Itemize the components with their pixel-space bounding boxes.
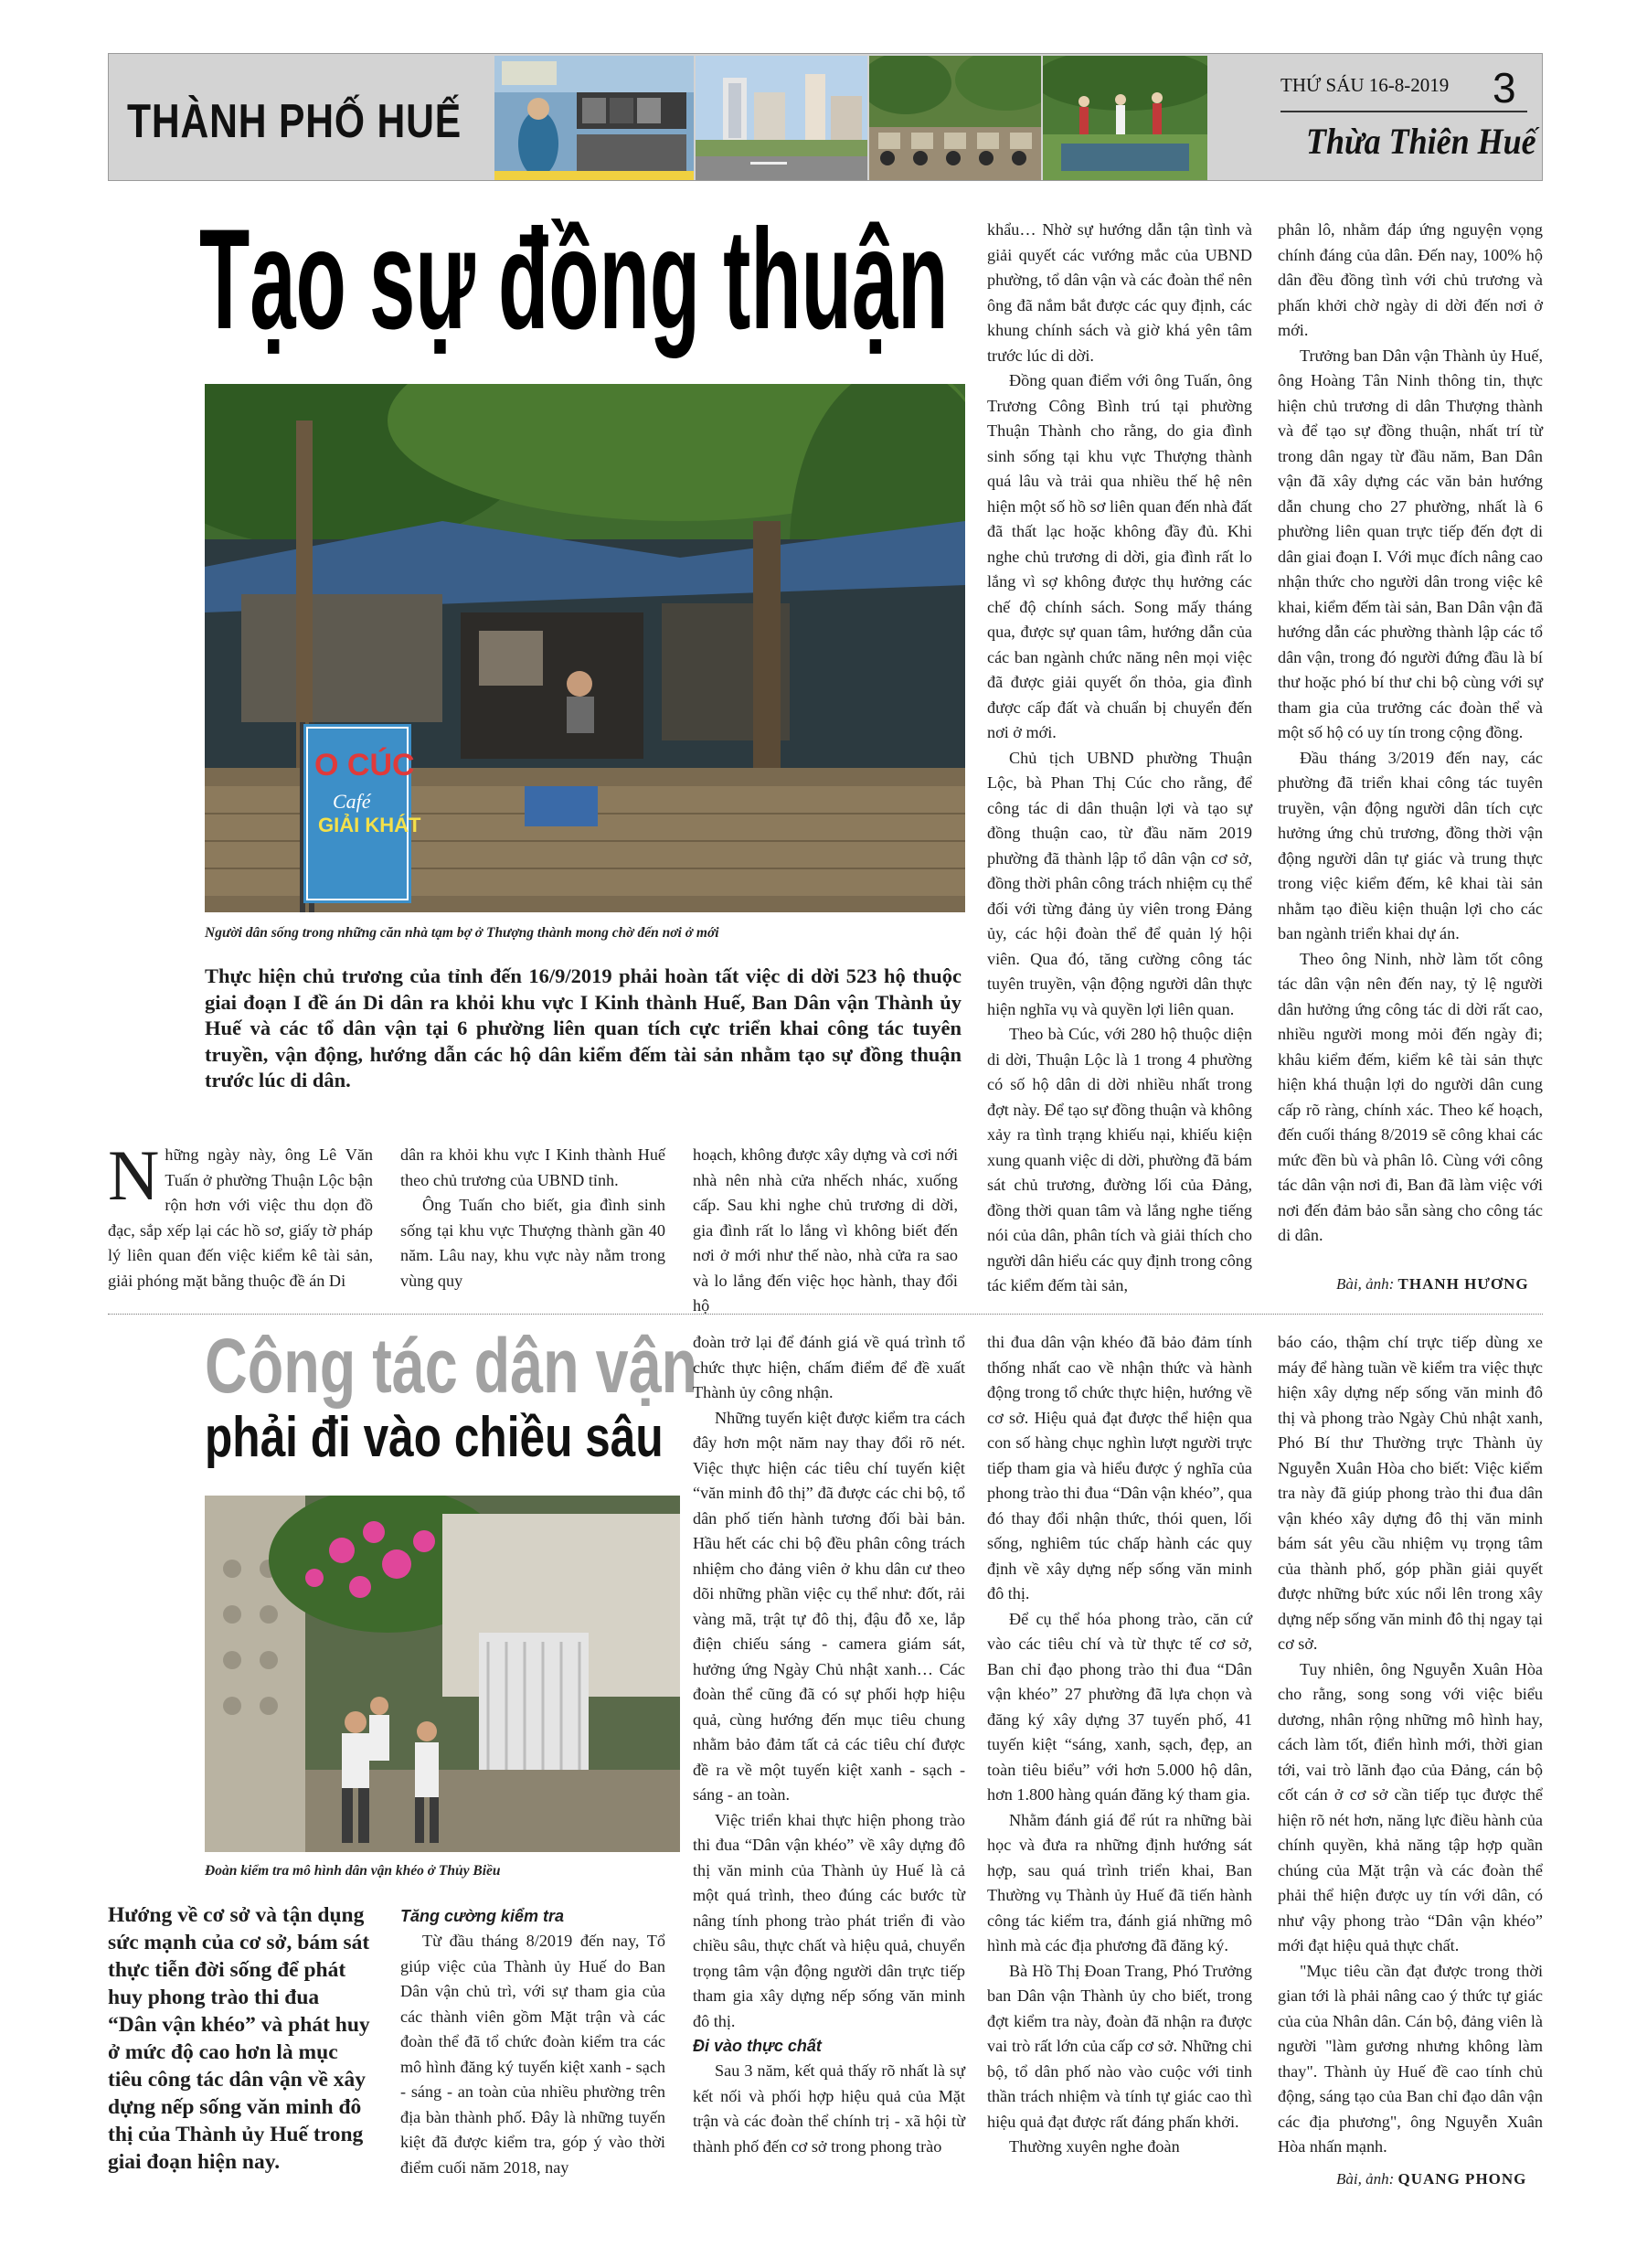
section-name: THÀNH PHỐ HUẾ	[127, 95, 462, 148]
article2-body-col5	[1278, 1330, 1543, 2160]
article1-body-col1	[108, 1135, 373, 1294]
byline-prefix: Bài, ảnh:	[1336, 2170, 1395, 2188]
article2-paragraph: Những tuyến kiệt được kiểm tra cách đây hơn một năm nay thay đổi rõ nét. Việc thực hiện các tiêu chí tuyến kiệt “văn minh đô thị” đã được các chi bộ, tổ dân phố tiến hành tương đối bài bản. Hầu hết các chi bộ đều phân công trách nhiệm cho đảng viên ở khu dân cư theo dõi những phần việc cụ thể như: đốt, rải vàng mã, trật tự đô thị, đậu đỗ xe, lắp điện chiếu sáng - camera giám sát, hưởng ứng Ngày Chủ nhật xanh… Các đoàn thể cũng đã có sự phối hợp hiệu quả, cùng hướng đến mục tiêu chung nhằm bảo đảm tất cả các tiêu chí được đề ra về một tuyến kiệt xanh - sạch - sáng - an toàn.	[693, 1408, 965, 1804]
article2-paragraph: Thường xuyên nghe đoàn	[1009, 2137, 1180, 2156]
header-image-garden	[1043, 56, 1207, 180]
article2-paragraph: Việc triển khai thực hiện phong trào thi đua “Dân vận khéo” về xây dựng đô thị văn minh của Thành ủy Huế là cả một quá trình, theo đúng các bước từ nâng tính phong trào phát triển đi vào chiều sâu, thực chất và hiệu quả, chuyển trọng tâm vận động người dân trực tiếp tham gia xây dựng nếp sống văn minh đô thị.	[693, 1810, 965, 2030]
article2-photo	[205, 1496, 680, 1852]
page-header	[108, 53, 1543, 181]
article1-title: Tạo sự đồng thuận	[199, 200, 949, 359]
article1-paragraph: Theo ông Ninh, nhờ làm tốt công tác dân vận nên đến nay, tỷ lệ người dân hưởng ứng công tác di dời rất cao, nhiều người mong mỏi đến ngày đi; khâu kiểm đếm, kiểm kê tài sản thực hiện khá thuận lợi do người dân cung cấp rõ ràng, chính xác. Theo kế hoạch, đến cuối tháng 8/2019 sẽ công khai các mức đền bù và phân lô. Cùng với công tác dân vận nơi đi, Ban đã làm việc với nơi đến đảm bảo sẵn sàng cho công tác di dân.	[1278, 949, 1543, 1244]
article1-body-first: hững ngày này, ông Lê Văn Tuấn ở phường Thuận Lộc bận rộn hơn với việc thu dọn đồ đạc, sắp xếp lại các hồ sơ, giấy tờ pháp lý liên quan đến việc kiểm kê tài sản, giải phóng mặt bằng thuộc đề án Di	[108, 1145, 373, 1290]
article2-body-col4	[987, 1330, 1252, 2160]
article1-paragraph: Chủ tịch UBND phường Thuận Lộc, bà Phan Thị Cúc cho rằng, để công tác di dân thuận lợi và tạo sự đồng thuận cao, từ đầu năm 2019 phường đã thành lập tổ dân vận cơ sở, đồng thời phân công trách nhiệm cụ thể đối với từng đảng ủy viên trong Đảng ủy, các hội đoàn thể để quản lý hội viên. Qua đó, tăng cường công tác tuyên truyền, vận động người dân thực hiện nghĩa vụ và quyền lợi liên quan.	[987, 748, 1252, 1018]
article1-body-col2	[400, 1143, 665, 1294]
article2-subhead-1: Tăng cường kiểm tra	[400, 1907, 564, 1925]
article2-paragraph: báo cáo, thậm chí trực tiếp dùng xe máy để hàng tuần về kiểm tra việc thực hiện xây dựng nếp sống văn minh đô thị và phong trào Ngày Chủ nhật xanh, Phó Bí thư Thường trực Thành ủy Nguyễn Xuân Hòa cho biết: Việc kiểm tra này đã giúp phong trào thi đua dân vận khéo xây dựng đô thị văn minh bám sát yêu cầu nhiệm vụ trọng tâm của thành phố, góp phần giải quyết được những bức xúc nổi lên trong xây dựng nếp sống văn minh đô thị ngay tại cơ sở.	[1278, 1333, 1543, 1653]
article-separator	[108, 1314, 1543, 1315]
article1-photo-caption: Người dân sống trong những căn nhà tạm bợ ở Thượng thành mong chờ đến nơi ở mới	[205, 925, 719, 941]
article1-byline	[1336, 1275, 1529, 1294]
article1-body-col5	[1278, 218, 1543, 1249]
header-divider	[1280, 111, 1527, 112]
article1-paragraph: khẩu… Nhờ sự hướng dẫn tận tình và giải quyết các vướng mắc của UBND phường, tổ dân vận và các đoàn thể nên ông đã nắm bắt được các quy định, các khung chính sách và giờ khá yên tâm trước lúc di dời.	[987, 220, 1252, 365]
article2-lead: Hướng về cơ sở và tận dụng sức mạnh của cơ sở, bám sát thực tiễn đời sống để phát huy phong trào thi đua “Dân vận khéo” và phát huy ở mức độ cao hơn là mục tiêu công tác dân vận về xây dựng nếp sống văn minh đô thị của Thành ủy Huế trong giai đoạn hiện nay.	[108, 1903, 370, 2174]
article2-paragraph: Từ đầu tháng 8/2019 đến nay, Tổ giúp việc của Thành ủy Huế do Ban Dân vận chủ trì, với sự tham gia của các thành viên gồm Mặt trận và các đoàn thể đã tổ chức đoàn kiểm tra các mô hình đăng ký tuyến kiệt xanh - sạch - sáng - an toàn của nhiều phường trên địa bàn thành phố. Đây là những tuyến kiệt đã được kiểm tra, góp ý vào thời điểm cuối năm 2018, nay	[400, 1932, 665, 2177]
article1-paragraph: Đầu tháng 3/2019 đến nay, các phường đã triển khai công tác tuyên truyền, vận động người dân tích cực hưởng ứng chủ trương, đồng thời vận động người dân tự giác và trung thực trong việc kiểm đếm, kê khai tài sản nhằm tạo điều kiện thuận lợi cho các ban ngành triển khai dự án.	[1278, 748, 1543, 942]
article2-paragraph: Để cụ thể hóa phong trào, căn cứ vào các tiêu chí và từ thực tế cơ sở, Ban chỉ đạo phong trào thi đua “Dân vận khéo” 27 phường đã lựa chọn và đăng ký xây dựng 37 tuyến phố, 41 tuyến kiệt “sáng, xanh, sạch, đẹp, an toàn tiêu biểu” với hơn 5.000 hộ dân, hơn 1.800 hàng quán đăng ký tham gia.	[987, 1609, 1252, 1804]
article1-paragraph: phân lô, nhằm đáp ứng nguyện vọng chính đáng của dân. Đến nay, 100% hộ dân đều đồng tình với chủ trương và phấn khởi chờ ngày di dời đến nơi ở mới.	[1278, 220, 1543, 339]
article1-photo	[205, 384, 965, 912]
article1-dropcap: N	[108, 1135, 160, 1215]
article1-body-col3	[693, 1143, 958, 1319]
byline-prefix: Bài, ảnh:	[1336, 1275, 1395, 1293]
article1-paragraph: Trưởng ban Dân vận Thành ủy Huế, ông Hoàng Tân Ninh thông tin, thực hiện chủ trương di dân Thượng thành và để tạo sự đồng thuận, nhất trí từ trong dân ngay từ đầu năm, Ban Dân vận đã xây dựng các văn bản hướng dẫn chung cho 27 phường, nhất là 6 phường liên quan trực tiếp đến đợt di dân giai đoạn I. Với mục đích nâng cao nhận thức cho người dân trong việc kê khai, kiểm đếm tài sản, Ban Dân vận đã hướng dẫn các phường thành lập các tổ dân vận, trong đó người đứng đầu là bí thư hoặc phó bí thư chi bộ cùng với sự tham gia của trưởng các đoàn thể và một số hộ có uy tín trong cộng đồng.	[1278, 346, 1543, 741]
article2-photo-caption: Đoàn kiểm tra mô hình dân vận khéo ở Thủy Biều	[205, 1863, 501, 1879]
cafe-sign-line1: Café	[333, 790, 371, 813]
newspaper-name: Thừa Thiên Huế	[1306, 121, 1536, 162]
header-image-poster	[494, 56, 694, 180]
article2-subhead-2: Đi vào thực chất	[693, 2037, 822, 2055]
cafe-sign-line2: GIẢI KHÁT	[318, 814, 421, 836]
header-image-street	[696, 56, 867, 180]
article2-paragraph: Nhằm đánh giá để rút ra những bài học và đưa ra những định hướng sát hợp, sau quá trình triển khai, Ban Thường vụ Thành ủy Huế đã tiến hành công tác kiểm tra, đánh giá những mô hình mà các địa phương đã đăng ký.	[987, 1810, 1252, 1954]
byline-author: QUANG PHONG	[1397, 2170, 1527, 2188]
article2-paragraph: Bà Hồ Thị Đoan Trang, Phó Trưởng ban Dân vận Thành ủy cho biết, trong đợt kiểm tra này, đoàn đã nhận ra được vai trò rất lớn của cấp cơ sở. Những chi bộ, tổ dân phố nào vào cuộc với tinh thần trách nhiệm và tính tự giác cao thì hiệu quả đạt được rất đáng phấn khởi.	[987, 1961, 1252, 2131]
article2-body-col3	[693, 1330, 965, 2159]
article1-lead: Thực hiện chủ trương của tỉnh đến 16/9/2019 phải hoàn tất việc di dời 523 hộ thuộc giai đoạn I đề án Di dân ra khỏi khu vực I Kinh thành Huế, Ban Dân vận Thành ủy Huế và các tổ dân vận tại 6 phường liên quan tích cực triển khai công tác tuyên truyền, vận động, hướng dẫn các hộ dân kiểm đếm tài sản nhằm tạo sự đồng thuận trước lúc di dân.	[205, 964, 962, 1091]
article1-body-col4	[987, 218, 1252, 1299]
article2-paragraph: đoàn trở lại để đánh giá về quá trình tổ chức thực hiện, chấm điểm để đề xuất Thành ủy công nhận.	[693, 1333, 965, 1401]
article2-paragraph: thi đua dân vận khéo đã bảo đảm tính thống nhất cao về nhận thức và hành động trong tổ chức thực hiện, hướng về cơ sở. Hiệu quả đạt được thể hiện qua con số hàng chục nghìn lượt người trực tiếp tham gia và hiểu được ý nghĩa của phong trào thi đua “Dân vận khéo”, qua đó thay đổi nhận thức, thói quen, lối sống, nghiêm túc chấp hành các quy định về xây dựng nếp sống văn minh đô thị.	[987, 1333, 1252, 1603]
article2-body-col2	[400, 1904, 665, 2180]
page-number: 3	[1493, 64, 1516, 112]
article1-paragraph: dân ra khỏi khu vực I Kinh thành Huế theo chủ trương của UBND tỉnh.	[400, 1145, 665, 1189]
article2-byline	[1336, 2170, 1526, 2188]
issue-date: THỨ SÁU 16-8-2019	[1280, 74, 1450, 96]
header-image-cyclos	[869, 56, 1041, 180]
article2-paragraph: "Mục tiêu cần đạt được trong thời gian tới là phải nâng cao ý thức tự giác của của Nhân dân. Cán bộ, đảng viên là người "làm gương nhưng không làm thay". Thành ủy Huế đề cao tính chủ động, sáng tạo của Ban chỉ đạo dân vận các địa phương", ông Nguyễn Xuân Hòa nhấn mạnh.	[1278, 1961, 1543, 2156]
article1-paragraph: Ông Tuấn cho biết, gia đình sinh sống tại khu vực Thượng thành gần 40 năm. Lâu nay, khu vực này nằm trong vùng quy	[400, 1196, 665, 1290]
article2-paragraph: Sau 3 năm, kết quả thấy rõ nhất là sự kết nối và phối hợp hiệu quả của Mặt trận và các đoàn thể chính trị - xã hội từ thành phố đến cơ sở trong phong trào	[693, 2061, 965, 2156]
article1-paragraph: hoạch, không được xây dựng và cơi nới nhà nên nhà cửa nhếch nhác, xuống cấp. Sau khi nghe chủ trương di dời, gia đình rất lo lắng vì không biết đến nơi ở mới như thế nào, nhà cửa ra sao và lo lắng đến việc học hành, thay đổi hộ	[693, 1145, 958, 1315]
byline-author: THANH HƯƠNG	[1397, 1275, 1529, 1293]
cafe-sign-text: O CÚC	[314, 748, 415, 783]
article1-paragraph: Đồng quan điểm với ông Tuấn, ông Trương Công Bình trú tại phường Thuận Thành cho rằng, do gia đình sinh sống tại khu vực Thượng thành quá lâu và trải qua nhiều thế hệ nên hiện một số hồ sơ liên quan đến nhà đất đã thất lạc hoặc không đầy đủ. Khi nghe chủ trương di dời, gia đình rất lo lắng vì sợ không được thụ hưởng các chế độ chính sách. Song mấy tháng qua, được sự quan tâm, hướng dẫn của các ban ngành chức năng nên mọi việc đã được giải quyết ổn thỏa, gia đình được cấp đất và chuẩn bị chuyển đến nơi ở mới.	[987, 371, 1252, 741]
article2-title-line2: phải đi vào chiều sâu	[205, 1406, 664, 1469]
article2-paragraph: Tuy nhiên, ông Nguyễn Xuân Hòa cho rằng, song song với việc biểu dương, nhân rộng những mô hình hay, cách làm tốt, điển hình mới, thời gian tới, vai trò lãnh đạo của Đảng, cán bộ cốt cán ở cơ sở cần tiếp tục được thể hiện rõ nét hơn, năng lực điều hành của chính quyền, khả năng tập hợp quần chúng của Mặt trận và các đoàn thể phải thể hiện được uy tín với dân, có như vậy phong trào “Dân vận khéo” mới đạt hiệu quả thực chất.	[1278, 1659, 1543, 1954]
article2-title-line1: Công tác dân vận	[205, 1323, 698, 1409]
article1-paragraph: Theo bà Cúc, với 280 hộ thuộc diện di dời, Thuận Lộc là 1 trong 4 phường có số hộ dân di dời nhiều nhất trong đợt này. Để tạo sự đồng thuận và không xảy ra tình trạng khiếu nại, khiếu kiện xung quanh việc di dời, phường đã bám sát chủ trương, đường lối của Đảng, đồng thời quan tâm và lắng nghe tiếng nói của dân, phân tích và giải thích cho người dân hiểu các quy định trong công tác kiểm đếm tài sản,	[987, 1025, 1252, 1294]
